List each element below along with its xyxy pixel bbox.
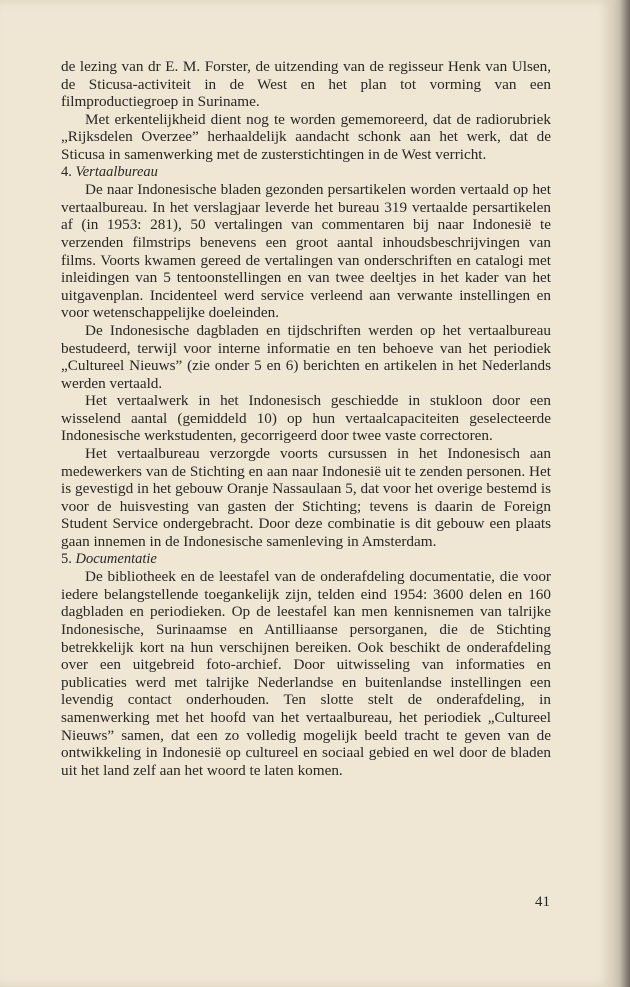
section-title: Vertaalbureau [75, 163, 158, 180]
paragraph: De naar Indonesische bladen gezonden persartikelen worden vertaald op het vertaalbureau. In het verslagjaar leverde het bureau 319 vertaalde persartikelen af (in 1953: 281), 50 vertalingen van commentaren bij naar Indonesië te verzenden filmstrips benevens een groot aantal inhoudsbeschrijvingen van films. Voorts kwamen gereed de vertalingen van onderschriften en catalogi met inleidingen van 5 tentoonstellingen en van twee deeltjes in het kader van het uitgavenplan. Incidenteel werd service verleend aan verwante instellingen en voor wetenschappelijke doeleinden. [61, 181, 551, 322]
paragraph: De Indonesische dagbladen en tijdschriften werden op het vertaalbureau bestudeerd, terwijl voor interne informatie en ten behoeve van het periodiek „Cultureel Nieuws” (zie onder 5 en 6) berichten en artikelen in het Nederlands werden vertaald. [61, 321, 551, 392]
page-content [61, 58, 551, 779]
section-heading-documentatie [61, 551, 551, 569]
page-number: 41 [535, 894, 550, 910]
section-title: Documentatie [75, 550, 157, 567]
section-heading-vertaalbureau [61, 164, 551, 182]
paragraph: Het vertaalwerk in het Indonesisch geschiedde in stukloon door een wisselend aantal (gemiddeld 10) op hun vertaalcapaciteiten geselecteerde Indonesische werkstudenten, gecorrigeerd door twee vaste correctoren. [61, 392, 551, 445]
section-number: 4. [61, 163, 72, 180]
paragraph: Met erkentelijkheid dient nog te worden gememoreerd, dat de radiorubriek „Rijksdelen Overzee” herhaaldelijk aandacht schonk aan het werk, dat de Sticusa in samenwerking met de zusterstichtingen in de West verricht. [61, 110, 551, 163]
page-edge [612, 0, 630, 987]
paragraph: Het vertaalbureau verzorgde voorts cursussen in het Indonesisch aan medewerkers van de Stichting en aan naar Indonesië uit te zenden personen. Het is gevestigd in het gebouw Oranje Nassaulaan 5, dat voor het overige bestemd is voor de huisvesting van gasten der Stichting; tevens is daarin de Foreign Student Service ondergebracht. Door deze combinatie is dit gebouw een plaats gaan innemen in de Indonesische samenleving in Amsterdam. [61, 445, 551, 551]
paragraph: de lezing van dr E. M. Forster, de uitzending van de regisseur Henk van Ulsen, de Sticusa-activiteit in de West en het plan tot vorming van een filmproductiegroep in Suriname. [61, 58, 551, 111]
paragraph: De bibliotheek en de leestafel van de onderafdeling documentatie, die voor iedere belangstellende toegankelijk zijn, telden eind 1954: 3600 delen en 160 dagbladen en periodieken. Op de leestafel kan men kennisnemen van talrijke Indonesische, Surinaamse en Antilliaanse persorganen, die de Stichting betrekkelijk kort na hun verschijnen bereiken. Ook beschikt de onderafdeling over een uitgebreid foto-archief. Door uitwisseling van informaties en publicaties werd met talrijke Nederlandse en buitenlandse instellingen een levendig contact onderhouden. Ten slotte stelt de onderafdeling, in samenwerking met het hoofd van het vertaalbureau, het periodiek „Cultureel Nieuws” samen, dat een zo volledig mogelijk beeld tracht te geven van de ontwikkeling in Indonesië op cultureel en sociaal gebied en wel door de bladen uit het land zelf aan het woord te laten komen. [61, 568, 551, 779]
section-number: 5. [61, 550, 72, 567]
